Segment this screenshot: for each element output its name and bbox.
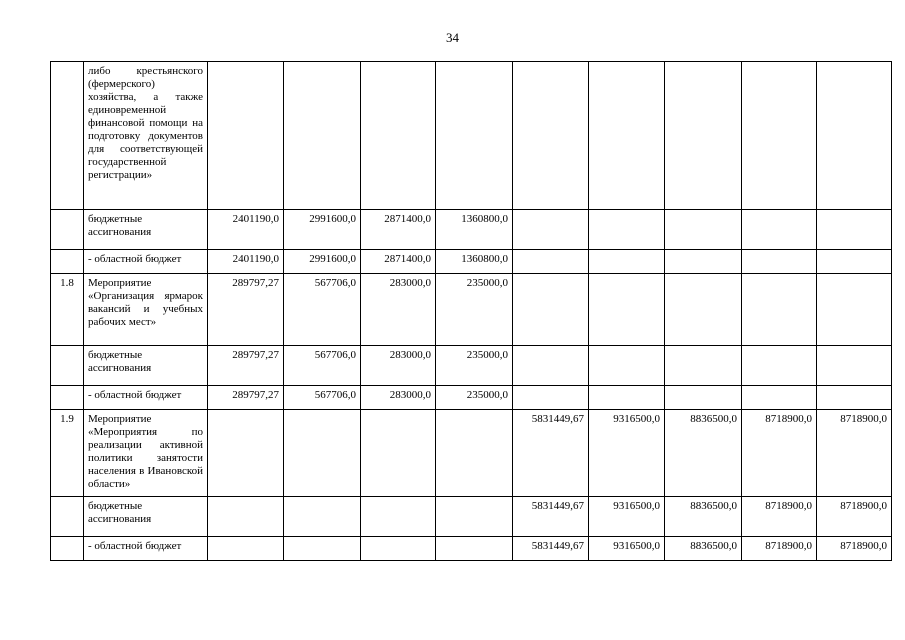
value-cell: 235000,0 xyxy=(436,346,513,386)
value-cell: 8718900,0 xyxy=(742,537,817,561)
table-row xyxy=(51,497,892,537)
value-cell xyxy=(513,386,589,410)
row-description-cell: - областной бюджет xyxy=(84,537,208,561)
value-cell: 2991600,0 xyxy=(284,250,361,274)
page-number: 34 xyxy=(446,30,459,45)
value-cell xyxy=(513,62,589,210)
value-cell xyxy=(284,537,361,561)
value-cell xyxy=(589,346,665,386)
value-cell: 9316500,0 xyxy=(589,497,665,537)
value-cell xyxy=(665,62,742,210)
value-cell: 8718900,0 xyxy=(742,410,817,497)
value-cell xyxy=(742,346,817,386)
value-cell xyxy=(513,274,589,346)
row-number-cell xyxy=(51,497,84,537)
value-cell: 289797,27 xyxy=(208,346,284,386)
value-cell xyxy=(589,210,665,250)
value-cell: 8718900,0 xyxy=(742,497,817,537)
value-cell: 235000,0 xyxy=(436,386,513,410)
value-cell: 289797,27 xyxy=(208,386,284,410)
row-number-cell xyxy=(51,386,84,410)
value-cell: 567706,0 xyxy=(284,274,361,346)
value-cell xyxy=(208,410,284,497)
value-cell xyxy=(436,410,513,497)
table-row xyxy=(51,274,892,346)
value-cell xyxy=(361,410,436,497)
budget-table xyxy=(50,61,892,561)
table-row xyxy=(51,346,892,386)
row-description-cell: Мероприятие «Мероприятия по реализации активной политики занятости населения в Ивановской области» xyxy=(84,410,208,497)
table-row xyxy=(51,210,892,250)
value-cell: 567706,0 xyxy=(284,346,361,386)
value-cell: 8718900,0 xyxy=(817,497,892,537)
value-cell xyxy=(817,210,892,250)
value-cell: 2871400,0 xyxy=(361,250,436,274)
value-cell xyxy=(436,537,513,561)
value-cell xyxy=(436,497,513,537)
value-cell xyxy=(208,537,284,561)
value-cell: 9316500,0 xyxy=(589,410,665,497)
value-cell xyxy=(284,62,361,210)
value-cell xyxy=(742,62,817,210)
value-cell: 283000,0 xyxy=(361,346,436,386)
value-cell: 1360800,0 xyxy=(436,250,513,274)
value-cell: 289797,27 xyxy=(208,274,284,346)
value-cell xyxy=(665,250,742,274)
value-cell: 8718900,0 xyxy=(817,537,892,561)
row-number-cell xyxy=(51,62,84,210)
row-description-cell: бюджетные ассигнования xyxy=(84,497,208,537)
value-cell xyxy=(208,62,284,210)
row-number-cell: 1.8 xyxy=(51,274,84,346)
row-number-cell xyxy=(51,537,84,561)
row-description-cell: - областной бюджет xyxy=(84,386,208,410)
value-cell xyxy=(742,250,817,274)
value-cell xyxy=(589,250,665,274)
value-cell: 567706,0 xyxy=(284,386,361,410)
table-row xyxy=(51,386,892,410)
value-cell xyxy=(513,210,589,250)
value-cell xyxy=(361,62,436,210)
value-cell xyxy=(284,497,361,537)
value-cell: 283000,0 xyxy=(361,274,436,346)
value-cell xyxy=(817,346,892,386)
value-cell: 8836500,0 xyxy=(665,410,742,497)
value-cell: 8836500,0 xyxy=(665,497,742,537)
row-number-cell xyxy=(51,250,84,274)
row-number-cell xyxy=(51,346,84,386)
table-row xyxy=(51,537,892,561)
row-description-cell: Мероприятие «Организация ярмарок вакансий и учебных рабочих мест» xyxy=(84,274,208,346)
row-description-cell: - областной бюджет xyxy=(84,250,208,274)
value-cell: 235000,0 xyxy=(436,274,513,346)
row-description-cell: либо крестьянского (фермерского) хозяйства, а также единовременной финансовой помощи на подготовку документов для соответствующей государственной регистрации» xyxy=(84,62,208,210)
value-cell xyxy=(361,537,436,561)
value-cell: 5831449,67 xyxy=(513,410,589,497)
value-cell: 8718900,0 xyxy=(817,410,892,497)
row-description-cell: бюджетные ассигнования xyxy=(84,346,208,386)
row-number-cell xyxy=(51,210,84,250)
value-cell xyxy=(665,386,742,410)
value-cell xyxy=(436,62,513,210)
value-cell xyxy=(742,210,817,250)
value-cell: 8836500,0 xyxy=(665,537,742,561)
value-cell xyxy=(817,386,892,410)
value-cell: 2991600,0 xyxy=(284,210,361,250)
value-cell xyxy=(513,250,589,274)
value-cell: 9316500,0 xyxy=(589,537,665,561)
value-cell xyxy=(665,210,742,250)
value-cell: 1360800,0 xyxy=(436,210,513,250)
value-cell: 5831449,67 xyxy=(513,497,589,537)
row-number-cell: 1.9 xyxy=(51,410,84,497)
value-cell xyxy=(817,274,892,346)
value-cell xyxy=(742,386,817,410)
value-cell xyxy=(817,250,892,274)
value-cell: 2401190,0 xyxy=(208,250,284,274)
value-cell xyxy=(513,346,589,386)
value-cell: 5831449,67 xyxy=(513,537,589,561)
value-cell xyxy=(208,497,284,537)
value-cell xyxy=(817,62,892,210)
value-cell xyxy=(665,274,742,346)
value-cell: 2401190,0 xyxy=(208,210,284,250)
value-cell xyxy=(589,386,665,410)
row-description-cell: бюджетные ассигнования xyxy=(84,210,208,250)
table-row xyxy=(51,410,892,497)
table-row xyxy=(51,250,892,274)
value-cell xyxy=(361,497,436,537)
table-row xyxy=(51,62,892,210)
value-cell xyxy=(742,274,817,346)
value-cell: 2871400,0 xyxy=(361,210,436,250)
value-cell xyxy=(589,274,665,346)
value-cell xyxy=(665,346,742,386)
value-cell xyxy=(589,62,665,210)
value-cell: 283000,0 xyxy=(361,386,436,410)
value-cell xyxy=(284,410,361,497)
